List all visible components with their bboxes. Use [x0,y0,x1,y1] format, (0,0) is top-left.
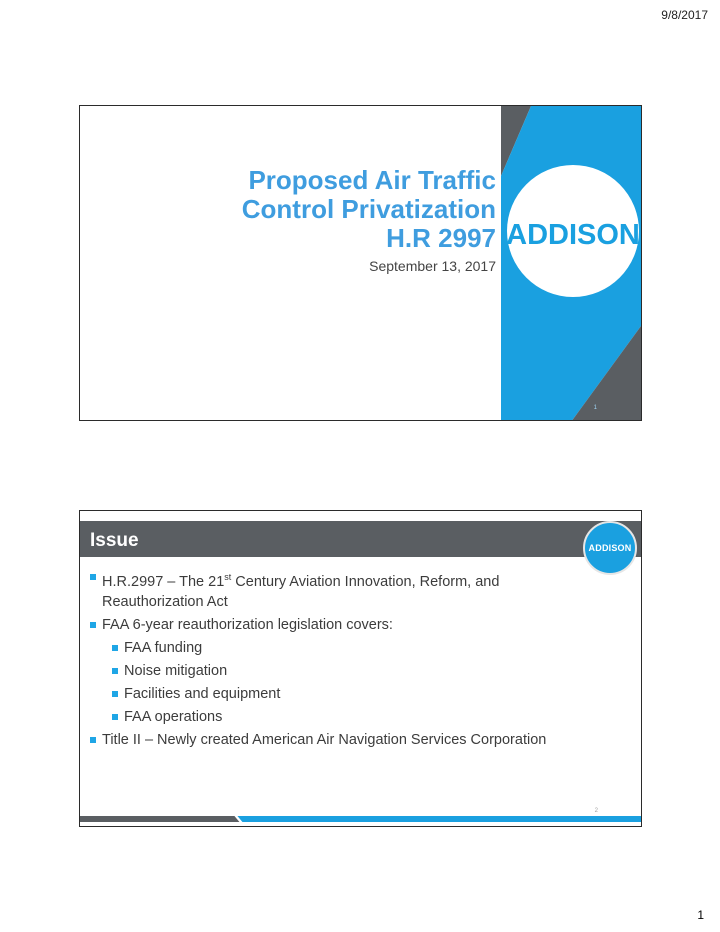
title-line-3: H.R 2997 [386,223,496,253]
slide-1 [79,105,642,421]
sub-bullet-item [90,707,581,727]
bullet-item [90,730,581,750]
sub-bullet-item [90,638,581,658]
addison-logo-badge [583,521,637,575]
bullet-text: FAA 6-year reauthorization legislation covers: [102,616,393,633]
bullet-item [90,615,581,635]
addison-logo-badge-text: ADDISON [588,543,632,553]
bullet-item [90,567,581,612]
square-bullet-icon [90,574,96,580]
footer-stripe [80,814,641,826]
slide-1-title [166,166,496,253]
title-bar [80,521,641,557]
square-bullet-icon [112,645,118,651]
sub-bullet-text: FAA funding [124,639,203,656]
slide-2-number: 2 [594,808,598,814]
addison-logo-panel [501,106,641,421]
square-bullet-icon [112,714,118,720]
title-line-2: Control Privatization [241,194,496,224]
square-bullet-icon [90,737,96,743]
square-bullet-icon [112,691,118,697]
sub-bullet-item [90,661,581,681]
square-bullet-icon [90,622,96,628]
square-bullet-icon [112,668,118,674]
slide-1-date: September 13, 2017 [369,258,496,274]
title-line-1: Proposed Air Traffic [248,165,496,195]
print-date: 9/8/2017 [661,8,708,22]
slide-2-title: Issue [90,530,139,551]
slide-2 [79,510,642,827]
sub-bullet-text: Noise mitigation [124,662,228,679]
page-number: 1 [697,908,704,922]
slide-1-number: 1 [593,405,597,411]
bullet-text: Title II – Newly created American Air Navigation Services Corporation [102,731,547,748]
addison-logo-text: ADDISON [506,219,640,251]
sub-bullet-text: Facilities and equipment [124,685,281,702]
bullet-text: H.R.2997 – The 21 [102,573,225,590]
bullet-text: Century Aviation Innovation, Reform, and Reauthorization Act [102,573,500,610]
superscript: st [224,572,232,582]
sub-bullet-text: FAA operations [124,708,223,725]
sub-bullet-item [90,684,581,704]
bullet-list [90,567,581,753]
